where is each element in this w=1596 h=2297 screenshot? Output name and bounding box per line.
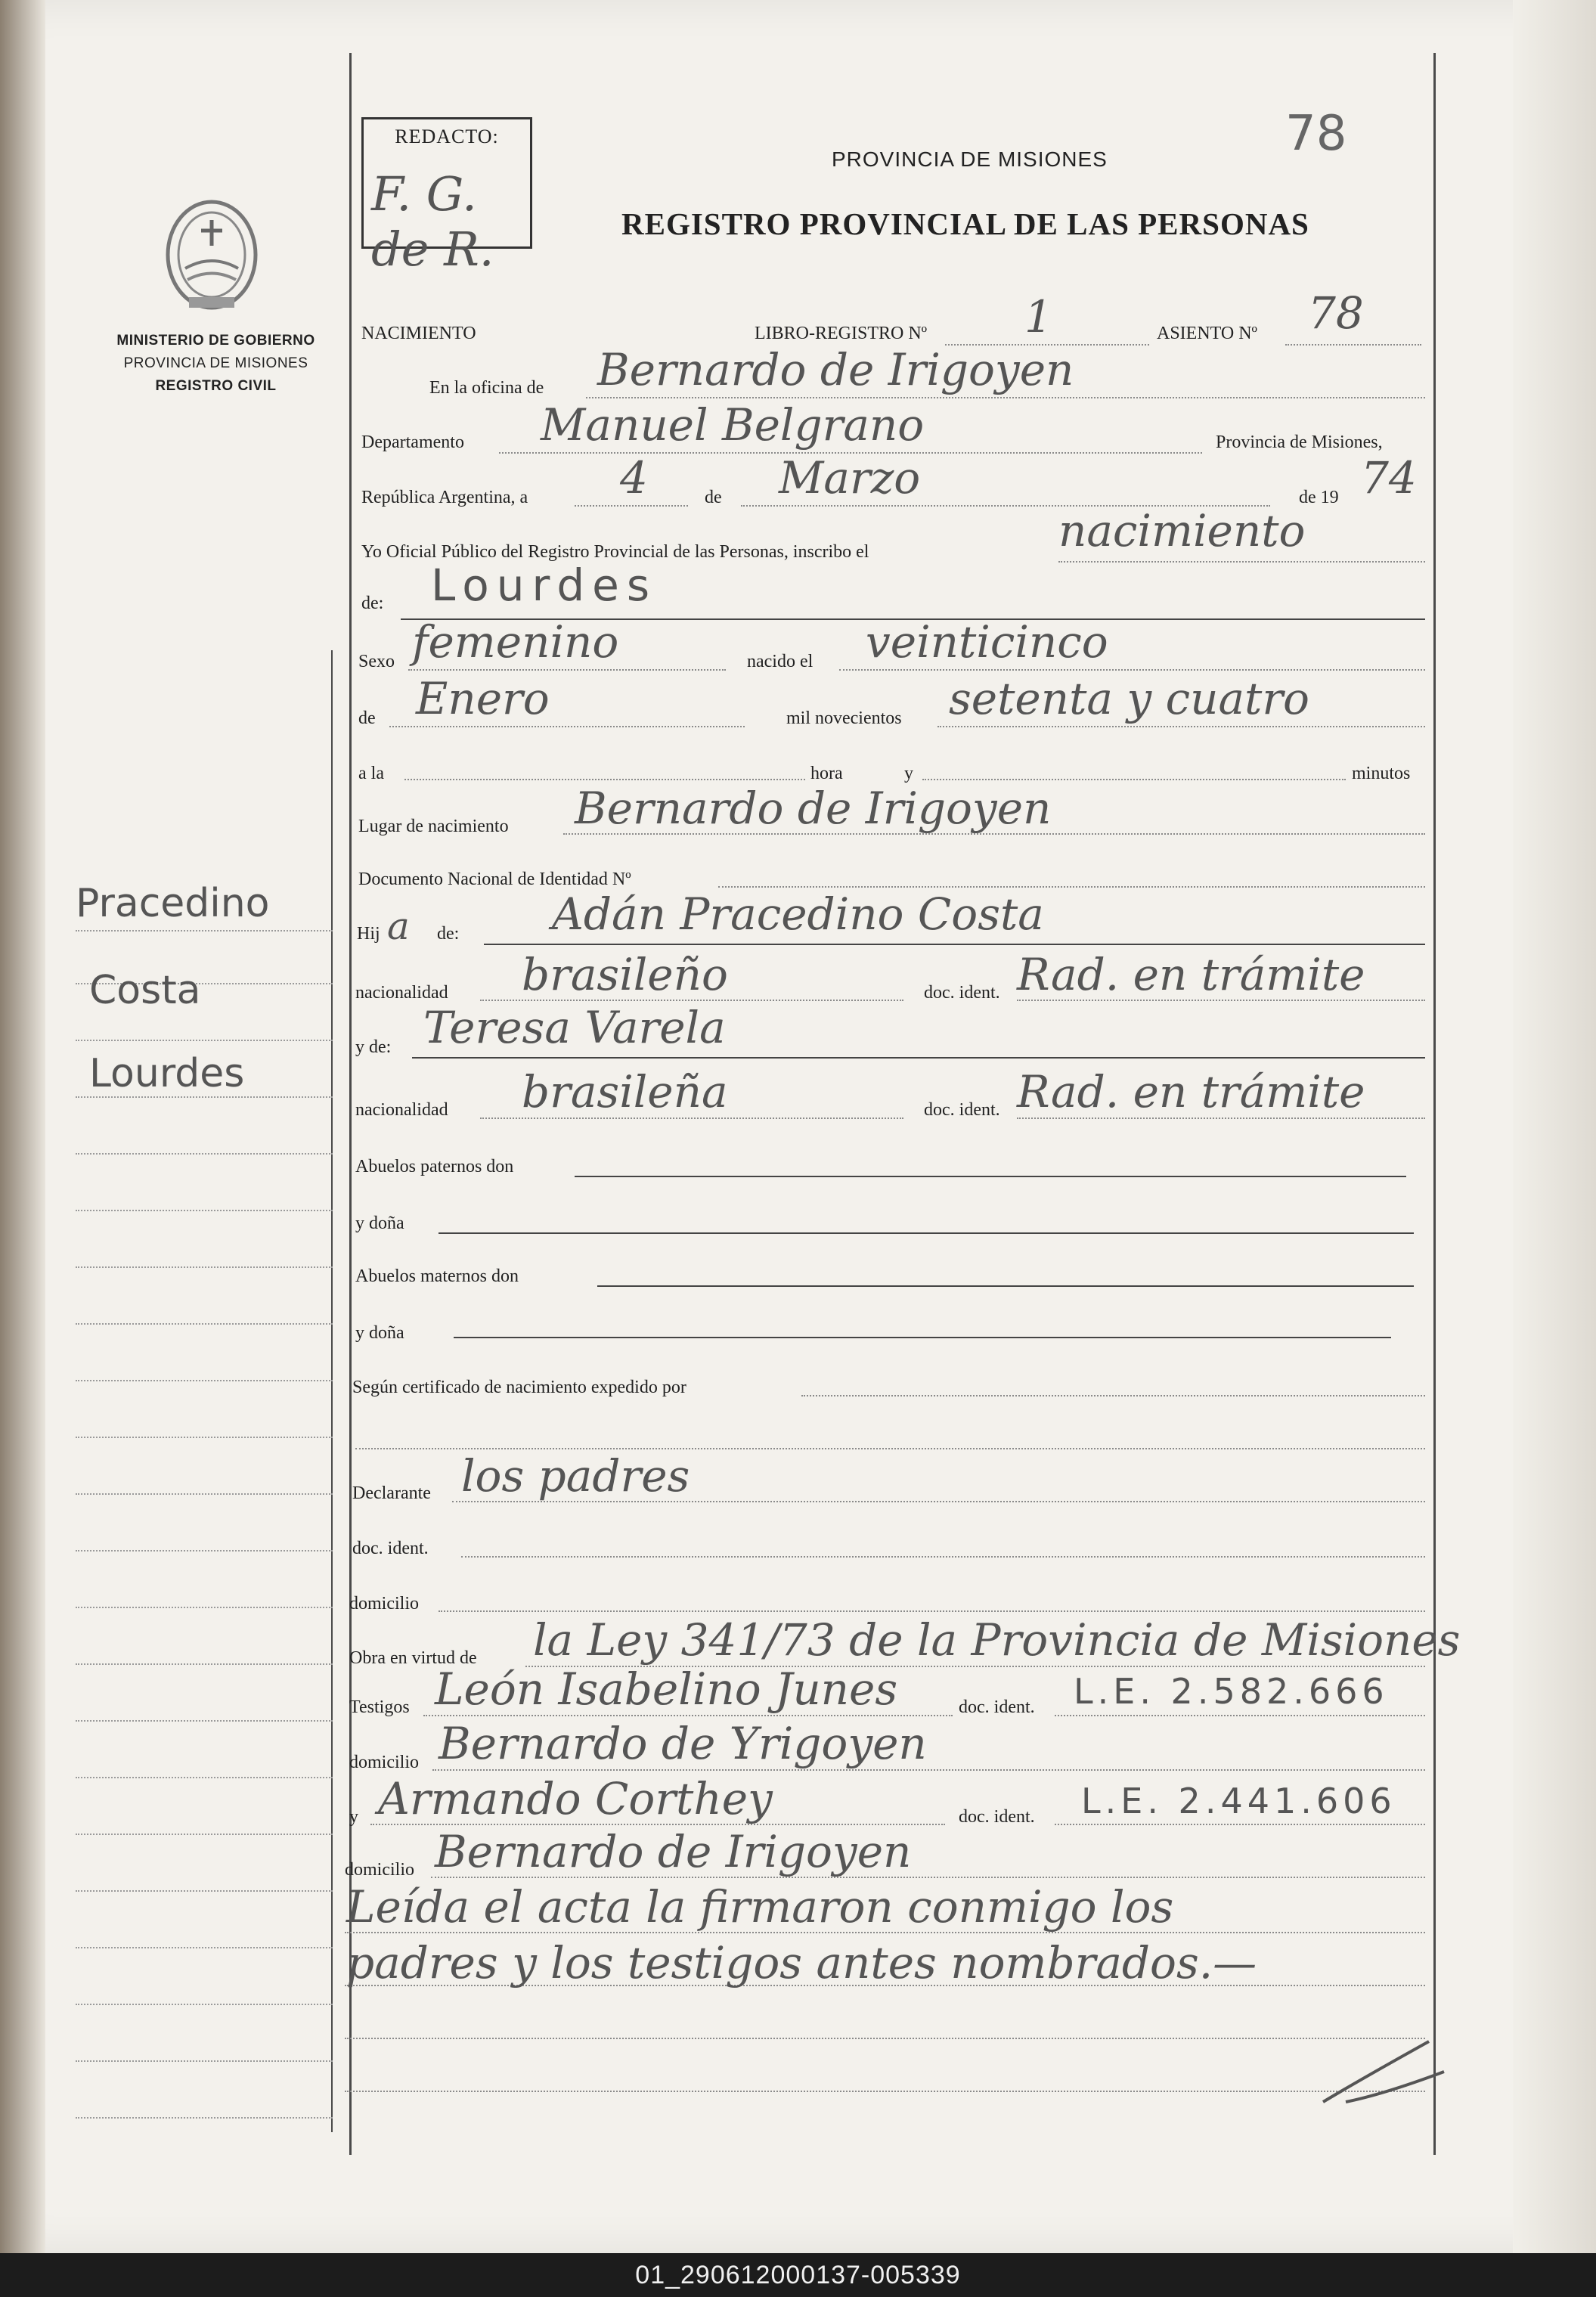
- dotted-line: [718, 886, 1425, 888]
- testigo2-value: Armando Corthey: [378, 1773, 773, 1824]
- oficina-value: Bernardo de Irigoyen: [597, 344, 1074, 395]
- dotted-line: [801, 1395, 1425, 1396]
- side-line: [76, 2060, 333, 2062]
- cierre-line-2: padres y los testigos antes nombrados.—: [346, 1937, 1257, 1989]
- signature-mark-icon: [1316, 2026, 1452, 2109]
- side-line: [76, 1607, 333, 1608]
- asiento-value: 78: [1308, 287, 1364, 339]
- dotted-line: [389, 726, 745, 727]
- dotted-line: [1055, 1824, 1425, 1825]
- domicilio-label: domicilio: [349, 1753, 419, 1772]
- dotted-line: [1055, 1715, 1425, 1716]
- side-line: [76, 1777, 333, 1778]
- side-column-rule: [331, 650, 333, 2132]
- inscribo-value: nacimiento: [1058, 505, 1306, 556]
- padre-value: Adán Pracedino Costa: [552, 888, 1044, 940]
- dotted-line: [345, 2091, 1425, 2092]
- ala-label: a la: [358, 764, 384, 783]
- abuelos-pat-label: Abuelos paternos don: [355, 1157, 514, 1176]
- oficina-label: En la oficina de: [429, 378, 544, 398]
- side-line: [76, 1210, 333, 1211]
- folio-number: 78: [1285, 106, 1347, 162]
- dotted-line: [1017, 1118, 1425, 1119]
- docident2-label: doc. ident.: [352, 1539, 429, 1558]
- side-line: [76, 1720, 333, 1722]
- province-heading: PROVINCIA DE MISIONES: [832, 147, 1108, 171]
- dotted-line: [937, 726, 1425, 727]
- declarante-value: los padres: [461, 1450, 690, 1502]
- docident-label: doc. ident.: [924, 1100, 1000, 1120]
- side-note-2: Costa: [89, 968, 201, 1013]
- domicilio1-value: Bernardo de Yrigoyen: [439, 1718, 927, 1769]
- minutos-label: minutos: [1352, 764, 1411, 783]
- side-line: [76, 2117, 333, 2119]
- side-line: [76, 1437, 333, 1438]
- libro-value: 1: [1024, 291, 1052, 343]
- redacto-stamp: [361, 117, 532, 277]
- de-nombre-label: de:: [361, 594, 384, 613]
- image-id-label: 01_290612000137-005339: [635, 2261, 961, 2289]
- obra-value: la Ley 341/73 de la Provincia de Misiones: [533, 1614, 1461, 1666]
- side-line: [76, 1323, 333, 1325]
- dotted-line: [355, 1448, 1425, 1449]
- dotted-line: [461, 1556, 1425, 1558]
- side-line: [76, 1380, 333, 1381]
- lugar-label: Lugar de nacimiento: [358, 817, 509, 836]
- inscribo-label: Yo Oficial Público del Registro Provincial de las Personas, inscribo el: [361, 542, 869, 562]
- side-line: [76, 2004, 333, 2005]
- domicilio-label: domicilio: [349, 1594, 419, 1613]
- nacionalidad-label: nacionalidad: [355, 983, 448, 1003]
- nombre-value: Lourdes: [431, 560, 658, 611]
- libro-label: LIBRO-REGISTRO Nº: [755, 324, 928, 343]
- abuelos-line: [597, 1285, 1414, 1287]
- documento-label: Documento Nacional de Identidad Nº: [358, 870, 631, 889]
- side-line: [76, 1153, 333, 1155]
- cierre-line-1: Leída el acta la firmaron conmigo los: [346, 1881, 1174, 1933]
- side-note-1: Pracedino: [76, 881, 270, 926]
- ydona-label: y doña: [355, 1323, 404, 1343]
- parent-underline: [484, 944, 1425, 945]
- abuelos-line: [439, 1232, 1414, 1234]
- side-line: [76, 1550, 333, 1551]
- dotted-line: [1058, 561, 1425, 563]
- nacionalidad-label: nacionalidad: [355, 1100, 448, 1120]
- side-line: [76, 930, 333, 932]
- left-margin-rule: [349, 53, 352, 2155]
- side-note-3: Lourdes: [89, 1051, 245, 1096]
- dotted-line: [575, 505, 688, 507]
- side-line: [76, 1834, 333, 1835]
- obra-label: Obra en virtud de: [349, 1648, 477, 1668]
- ydona-label: y doña: [355, 1214, 404, 1233]
- nacimiento-label: NACIMIENTO: [361, 324, 476, 343]
- doc-madre-value: Rad. en trámite: [1017, 1066, 1365, 1118]
- side-line: [76, 1947, 333, 1948]
- side-line: [76, 1493, 333, 1495]
- anio-nac-value: setenta y cuatro: [949, 673, 1309, 724]
- nac-padre-value: brasileño: [522, 949, 728, 1000]
- abuelos-line: [454, 1337, 1391, 1338]
- registry-title: REGISTRO PROVINCIAL DE LAS PERSONAS: [621, 206, 1309, 241]
- dotted-line: [423, 1715, 953, 1716]
- testigo1-value: León Isabelino Junes: [435, 1663, 898, 1715]
- abuelos-mat-label: Abuelos maternos don: [355, 1266, 519, 1286]
- testigo2-doc: L.E. 2.441.606: [1081, 1781, 1396, 1821]
- segun-label: Según certificado de nacimiento expedido por: [352, 1378, 686, 1397]
- hij-label: Hij: [357, 924, 380, 944]
- archive-footer: [0, 2253, 1596, 2297]
- testigos-label: Testigos: [349, 1697, 410, 1717]
- nacido-label: nacido el: [747, 652, 813, 671]
- y-label: y: [904, 764, 913, 783]
- dotted-line: [1285, 344, 1421, 346]
- provincial-seal-icon: [159, 193, 265, 314]
- side-line: [76, 1890, 333, 1892]
- provincia-label: Provincia de Misiones,: [1216, 432, 1383, 452]
- docident-label: doc. ident.: [959, 1697, 1035, 1717]
- right-margin-rule: [1433, 53, 1436, 2155]
- republica-label: República Argentina, a: [361, 488, 528, 507]
- domicilio-label: domicilio: [345, 1860, 414, 1880]
- domicilio2-value: Bernardo de Irigoyen: [435, 1826, 912, 1877]
- side-line: [76, 1040, 333, 1041]
- nacido-value: veinticinco: [866, 616, 1108, 668]
- hora-label: hora: [810, 764, 843, 783]
- madre-value: Teresa Varela: [423, 1002, 726, 1053]
- ministry-line: REGISTRO CIVIL: [155, 378, 277, 394]
- abuelos-line: [575, 1176, 1406, 1177]
- anio-label: de 19: [1299, 488, 1339, 507]
- dotted-line: [408, 669, 726, 671]
- lugar-value: Bernardo de Irigoyen: [575, 783, 1052, 834]
- book-spine: [0, 0, 45, 2253]
- mes-nac-value: Enero: [416, 673, 550, 724]
- page-edge: [1513, 0, 1596, 2253]
- sexo-value: femenino: [412, 616, 619, 668]
- dotted-line: [480, 1118, 903, 1119]
- side-line: [76, 1096, 333, 1098]
- docident-label: doc. ident.: [959, 1807, 1035, 1827]
- de-mes-label: de: [358, 708, 376, 728]
- doc-padre-value: Rad. en trámite: [1017, 949, 1365, 1000]
- y2-label: y: [349, 1807, 358, 1827]
- asiento-label: ASIENTO Nº: [1157, 324, 1257, 343]
- dotted-line: [439, 1610, 1425, 1612]
- dia-value: 4: [620, 452, 648, 504]
- anio-value: 74: [1361, 452, 1417, 504]
- side-line: [76, 1663, 333, 1665]
- dotted-line: [432, 1769, 1425, 1771]
- parent-underline: [412, 1057, 1425, 1059]
- ministry-line: MINISTERIO DE GOBIERNO: [116, 333, 315, 349]
- declarante-label: Declarante: [352, 1483, 431, 1503]
- de-label: de: [705, 488, 722, 507]
- sexo-label: Sexo: [358, 652, 395, 671]
- nac-madre-value: brasileña: [522, 1066, 728, 1118]
- departamento-label: Departamento: [361, 432, 464, 452]
- docident-label: doc. ident.: [924, 983, 1000, 1003]
- side-line: [76, 1266, 333, 1268]
- testigo1-doc: L.E. 2.582.666: [1074, 1671, 1389, 1712]
- dotted-line: [839, 669, 1425, 671]
- ministry-block: [89, 330, 342, 398]
- hij-de-label: de:: [437, 924, 460, 944]
- stamp-label: REDACTO:: [395, 126, 499, 147]
- departamento-value: Manuel Belgrano: [541, 399, 925, 451]
- dotted-line: [586, 397, 1425, 398]
- ministry-line: PROVINCIA DE MISIONES: [123, 355, 308, 371]
- mes-value: Marzo: [779, 452, 921, 504]
- dotted-line: [345, 2038, 1425, 2039]
- mil-label: mil novecientos: [786, 708, 902, 728]
- dotted-line: [404, 779, 805, 780]
- stamp-initials: F. G. de R.: [371, 166, 494, 277]
- hij-suffix: a: [387, 904, 410, 948]
- dotted-line: [922, 779, 1346, 780]
- yde-label: y de:: [355, 1037, 392, 1057]
